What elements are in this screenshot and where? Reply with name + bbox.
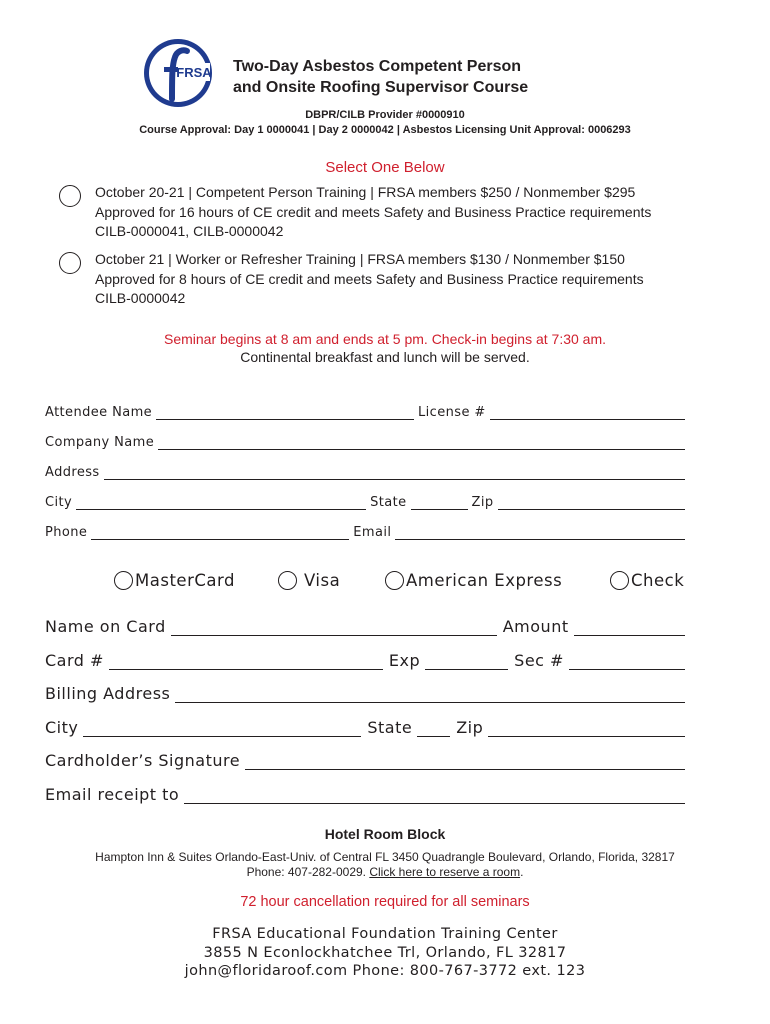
- meals-note: Continental breakfast and lunch will be served.: [240, 349, 530, 365]
- hotel-phone-line: [0, 865, 770, 879]
- attendee-name-row: [45, 402, 685, 420]
- title-line-1: Two-Day Asbestos Competent Person: [233, 58, 522, 75]
- option-1-line-1: October 20-21 | Competent Person Training | FRSA members $250 / Nonmember $295: [95, 184, 636, 200]
- attendee-name-field[interactable]: [156, 405, 414, 420]
- billing-city-label: City: [45, 718, 79, 737]
- svg-text:FRSA: FRSA: [176, 65, 212, 80]
- signature-field[interactable]: [245, 753, 685, 770]
- option-1-line-3: CILB-0000041, CILB-0000042: [95, 223, 284, 239]
- hotel-phone: Phone: 407-282-0029.: [246, 865, 366, 879]
- footer-address: 3855 N Econlockhatchee Trl, Orlando, FL 32817: [203, 945, 567, 961]
- hotel-address: Hampton Inn & Suites Orlando-East-Univ. of Central FL 3450 Quadrangle Boulevard, Orlando, Florida, 32817: [95, 850, 675, 864]
- company-name-label: Company Name: [45, 435, 155, 450]
- reserve-room-link[interactable]: Click here to reserve a room: [369, 865, 521, 879]
- email-receipt-row: [45, 782, 685, 804]
- license-field[interactable]: [490, 405, 685, 420]
- payment-amex[interactable]: [385, 571, 562, 590]
- attendee-name-label: Attendee Name: [45, 405, 153, 420]
- option-1-line-2: Approved for 16 hours of CE credit and meets Safety and Business Practice requirements: [95, 203, 652, 220]
- option-2-line-3: CILB-0000042: [95, 290, 186, 306]
- provider-number: DBPR/CILB Provider #0000910: [305, 109, 465, 121]
- city-field[interactable]: [76, 495, 366, 510]
- mastercard-radio[interactable]: [114, 571, 133, 590]
- signature-row: [45, 748, 685, 770]
- card-number-field[interactable]: [109, 653, 383, 670]
- frsa-logo: [142, 37, 214, 109]
- amex-label: American Express: [406, 571, 563, 590]
- option-1-radio[interactable]: [59, 185, 81, 207]
- state-label: State: [370, 495, 407, 510]
- name-on-card-label: Name on Card: [45, 617, 166, 636]
- phone-field[interactable]: [91, 525, 349, 540]
- address-field[interactable]: [104, 465, 685, 480]
- email-label: Email: [353, 525, 392, 540]
- state-field[interactable]: [411, 495, 468, 510]
- course-approval: Course Approval: Day 1 0000041 | Day 2 0000042 | Asbestos Licensing Unit Approval: 0006293: [139, 124, 631, 136]
- billing-state-field[interactable]: [417, 720, 450, 737]
- hotel-link-suffix: .: [520, 865, 524, 879]
- name-on-card-field[interactable]: [171, 619, 497, 636]
- email-field[interactable]: [395, 525, 685, 540]
- hotel-heading: Hotel Room Block: [324, 826, 446, 842]
- card-number-row: [45, 648, 685, 670]
- mastercard-label: MasterCard: [135, 571, 235, 590]
- sec-field[interactable]: [569, 653, 685, 670]
- visa-radio[interactable]: [278, 571, 297, 590]
- check-radio[interactable]: [610, 571, 629, 590]
- billing-city-field[interactable]: [83, 720, 361, 737]
- option-2-line-1: October 21 | Worker or Refresher Training | FRSA members $130 / Nonmember $150: [95, 251, 625, 267]
- license-label: License #: [418, 405, 486, 420]
- amount-label: Amount: [502, 617, 569, 636]
- city-state-zip-row: [45, 492, 685, 510]
- address-row: [45, 462, 685, 480]
- zip-label: Zip: [471, 495, 494, 510]
- email-receipt-label: Email receipt to: [45, 785, 180, 804]
- city-label: City: [45, 495, 73, 510]
- seminar-times: Seminar begins at 8 am and ends at 5 pm. Check-in begins at 7:30 am.: [163, 331, 607, 347]
- name-on-card-row: [45, 614, 685, 636]
- title-line-2: and Onsite Roofing Supervisor Course: [233, 79, 529, 96]
- payment-visa[interactable]: [278, 571, 340, 590]
- address-label: Address: [45, 465, 100, 480]
- company-name-row: [45, 432, 685, 450]
- visa-label: Visa: [304, 571, 341, 590]
- phone-label: Phone: [45, 525, 88, 540]
- email-receipt-field[interactable]: [184, 787, 685, 804]
- company-name-field[interactable]: [158, 435, 685, 450]
- option-1-text: [95, 183, 651, 242]
- footer-contact: john@floridaroof.com Phone: 800-767-3772 ext. 123: [184, 963, 586, 979]
- option-2-radio[interactable]: [59, 252, 81, 274]
- billing-zip-field[interactable]: [488, 720, 685, 737]
- sec-label: Sec #: [514, 651, 564, 670]
- course-title: [233, 56, 528, 98]
- exp-field[interactable]: [425, 653, 508, 670]
- signature-label: Cardholder’s Signature: [45, 751, 241, 770]
- option-2-text: [95, 250, 644, 309]
- billing-address-label: Billing Address: [45, 684, 171, 703]
- zip-field[interactable]: [498, 495, 686, 510]
- option-2-line-2: Approved for 8 hours of CE credit and meets Safety and Business Practice requirements: [95, 270, 644, 287]
- billing-city-row: [45, 715, 685, 737]
- select-heading: Select One Below: [325, 159, 445, 176]
- billing-zip-label: Zip: [456, 718, 484, 737]
- cancellation-policy: 72 hour cancellation required for all seminars: [240, 894, 530, 910]
- billing-address-row: [45, 681, 685, 703]
- billing-state-label: State: [367, 718, 413, 737]
- amex-radio[interactable]: [385, 571, 404, 590]
- payment-mastercard[interactable]: [114, 571, 235, 590]
- footer-org: FRSA Educational Foundation Training Center: [212, 926, 558, 942]
- payment-check[interactable]: [610, 571, 684, 590]
- phone-email-row: [45, 522, 685, 540]
- billing-address-field[interactable]: [175, 686, 685, 703]
- exp-label: Exp: [388, 651, 421, 670]
- card-number-label: Card #: [45, 651, 104, 670]
- amount-field[interactable]: [574, 619, 685, 636]
- check-label: Check: [631, 571, 685, 590]
